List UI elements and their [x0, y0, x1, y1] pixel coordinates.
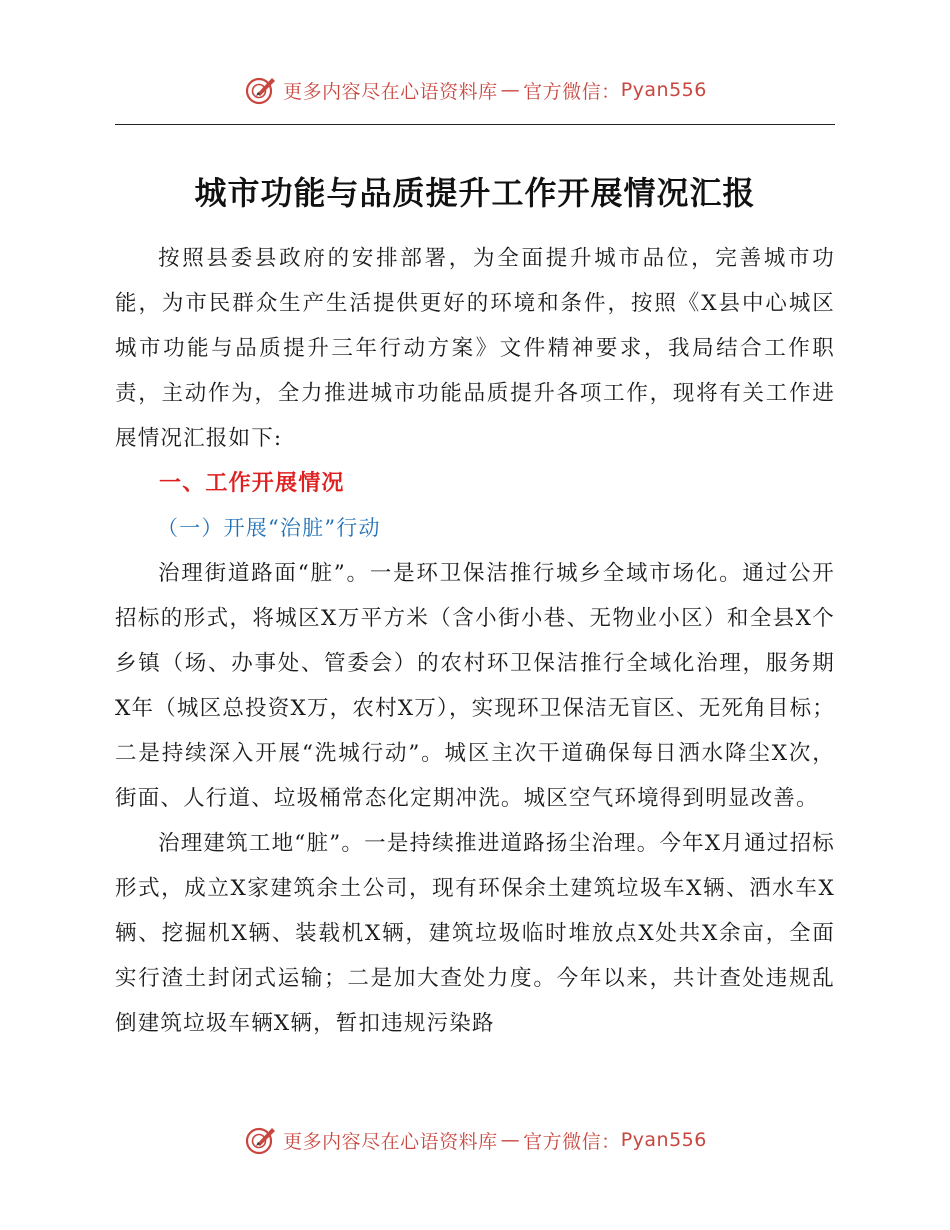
body-paragraph: 治理街道路面“脏”。一是环卫保洁推行城乡全域市场化。通过公开招标的形式，将城区X万平方米（含小街小巷、无物业小区）和全县X个乡镇（场、办事处、管委会）的农村环卫保洁推行全域化治理，服务期X年（城区总投资X万，农村X万），实现环卫保洁无盲区、无死角目标；二是持续深入开展“洗城行动”。城区主次干道确保每日洒水降尘X次，街面、人行道、垃圾桶常态化定期冲洗。城区空气环境得到明显改善。	[115, 561, 835, 811]
subsection-heading: （一）开展“治脏”行动	[157, 516, 381, 540]
header-watermark-banner	[0, 70, 950, 110]
banner-separator: —	[500, 79, 521, 101]
banner-separator: —	[500, 1129, 521, 1151]
footer-watermark-banner	[0, 1120, 950, 1160]
intro-paragraph: 按照县委县政府的安排部署，为全面提升城市品位，完善城市功能，为市民群众生产生活提供更好的环境和条件，按照《X县中心城区城市功能与品质提升三年行动方案》文件精神要求，我局结合工作职责，主动作为，全力推进城市功能品质提升各项工作，现将有关工作进展情况汇报如下:	[115, 246, 835, 451]
header-divider	[115, 124, 835, 125]
banner-wechat-label: 官方微信：	[523, 80, 621, 103]
banner-wechat-label: 官方微信：	[523, 1130, 621, 1153]
section-heading: 一、工作开展情况	[159, 471, 345, 496]
brand-logo-icon	[243, 72, 279, 108]
banner-wechat-id: Pyan556	[620, 79, 707, 101]
body-paragraph: 治理建筑工地“脏”。一是持续推进道路扬尘治理。今年X月通过招标形式，成立X家建筑余土公司，现有环保余土建筑垃圾车X辆、洒水车X辆、挖掘机X辆、装载机X辆，建筑垃圾临时堆放点X处共X余亩，全面实行渣土封闭式运输；二是加大查处力度。今年以来，共计查处违规乱倒建筑垃圾车辆X辆，暂扣违规污染路	[115, 831, 835, 1036]
banner-text: 更多内容尽在心语资料库	[283, 1130, 498, 1153]
brand-logo-icon	[243, 1122, 279, 1158]
banner-wechat-id: Pyan556	[620, 1129, 707, 1151]
document-title: 城市功能与品质提升工作开展情况汇报	[194, 174, 756, 212]
document-body	[115, 236, 835, 1046]
banner-text: 更多内容尽在心语资料库	[283, 80, 498, 103]
